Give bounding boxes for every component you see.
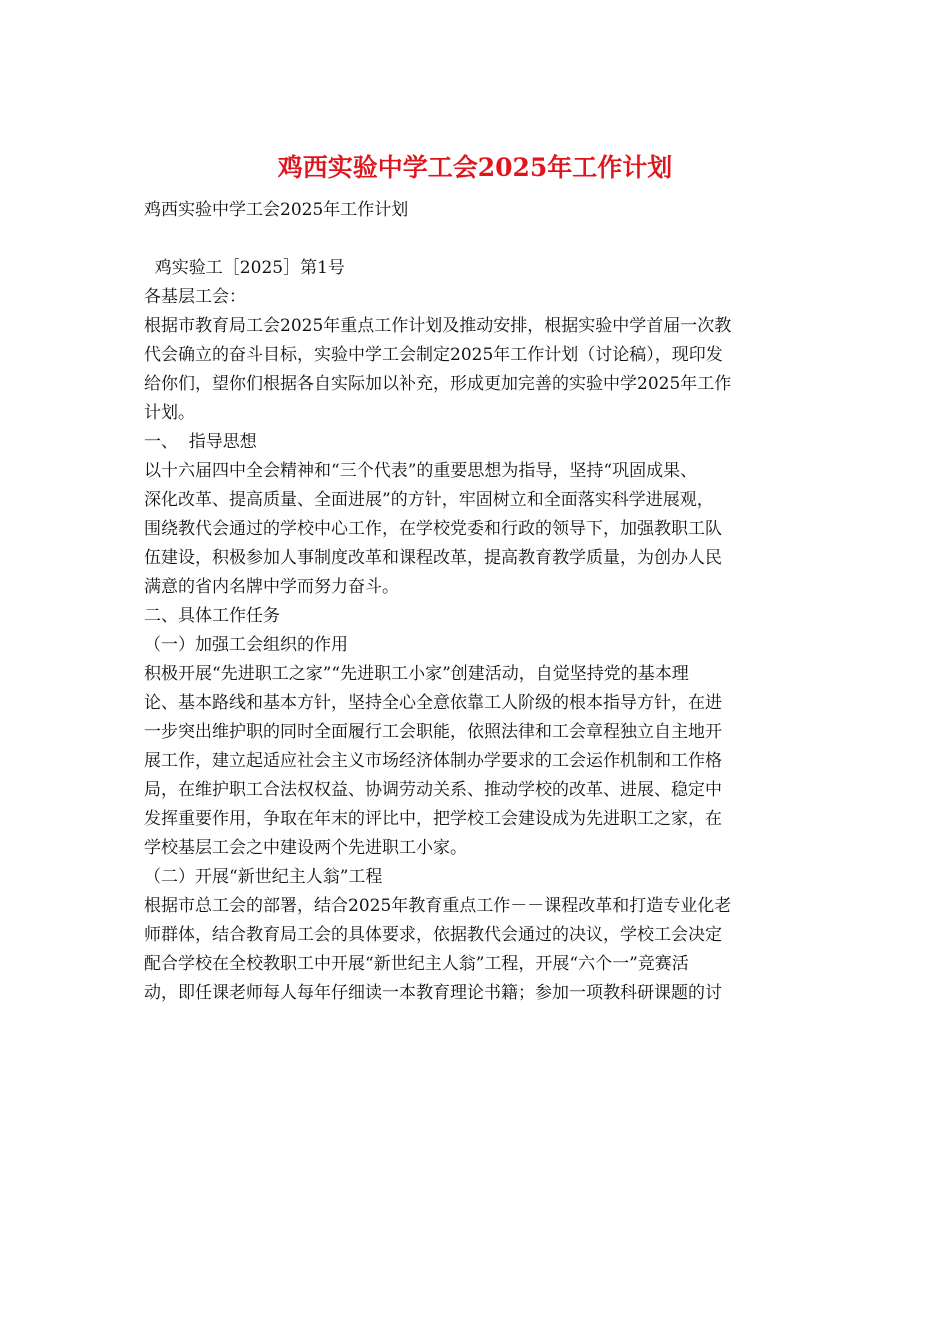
document-number: 鸡实验工［2025］第1号 [144,258,345,278]
body-line: 积极开展“先进职工之家”“先进职工小家”创建活动，自觉坚持党的基本理 [144,664,689,684]
body-line: 一步突出维护职的同时全面履行工会职能，依照法律和工会章程独立自主地开 [144,722,722,742]
body-line: 发挥重要作用，争取在年末的评比中，把学校工会建设成为先进职工之家，在 [144,809,722,829]
body-line: 代会确立的奋斗目标，实验中学工会制定2025年工作计划（讨论稿），现印发 [144,345,723,365]
document-body [144,196,814,1008]
body-line: 根据市总工会的部署，结合2025年教育重点工作－－课程改革和打造专业化老 [144,896,732,916]
subsection-heading: （一）加强工会组织的作用 [144,635,348,655]
body-line: 局，在维护职工合法权权益、协调劳动关系、推动学校的改革、进展、稳定中 [144,780,722,800]
body-line: 学校基层工会之中建设两个先进职工小家。 [144,838,467,858]
blank-line [144,225,814,254]
body-line: 深化改革、提高质量、全面进展”的方针，牢固树立和全面落实科学进展观， [144,490,714,510]
body-line: 鸡西实验中学工会2025年工作计划 [144,200,409,220]
subsection-heading: （二）开展“新世纪主人翁”工程 [144,867,383,887]
body-line: 展工作，建立起适应社会主义市场经济体制办学要求的工会运作机制和工作格 [144,751,722,771]
body-line: 根据市教育局工会2025年重点工作计划及推动安排，根据实验中学首届一次教 [144,316,732,336]
body-line: 给你们，望你们根据各自实际加以补充，形成更加完善的实验中学2025年工作 [144,374,732,394]
body-line: 满意的省内名牌中学而努力奋斗。 [144,577,399,597]
body-line: 师群体，结合教育局工会的具体要求，依据教代会通过的决议，学校工会决定 [144,925,722,945]
body-line: 动，即任课老师每人每年仔细读一本教育理论书籍；参加一项教科研课题的讨 [144,983,722,1003]
document-title: 鸡西实验中学工会2025年工作计划 [277,153,673,182]
section-heading: 一、 指导思想 [144,432,257,452]
body-line: 计划。 [144,403,195,423]
body-line: 以十六届四中全会精神和“三个代表”的重要思想为指导，坚持“巩固成果、 [144,461,698,481]
body-line: 伍建设，积极参加人事制度改革和课程改革，提高教育教学质量，为创办人民 [144,548,722,568]
body-line: 论、基本路线和基本方针，坚持全心全意依靠工人阶级的根本指导方针，在进 [144,693,722,713]
body-line: 围绕教代会通过的学校中心工作，在学校党委和行政的领导下，加强教职工队 [144,519,722,539]
section-heading: 二、具体工作任务 [144,606,280,626]
body-line: 配合学校在全校教职工中开展“新世纪主人翁”工程，开展“六个一”竞赛活 [144,954,689,974]
salutation: 各基层工会： [144,287,246,307]
